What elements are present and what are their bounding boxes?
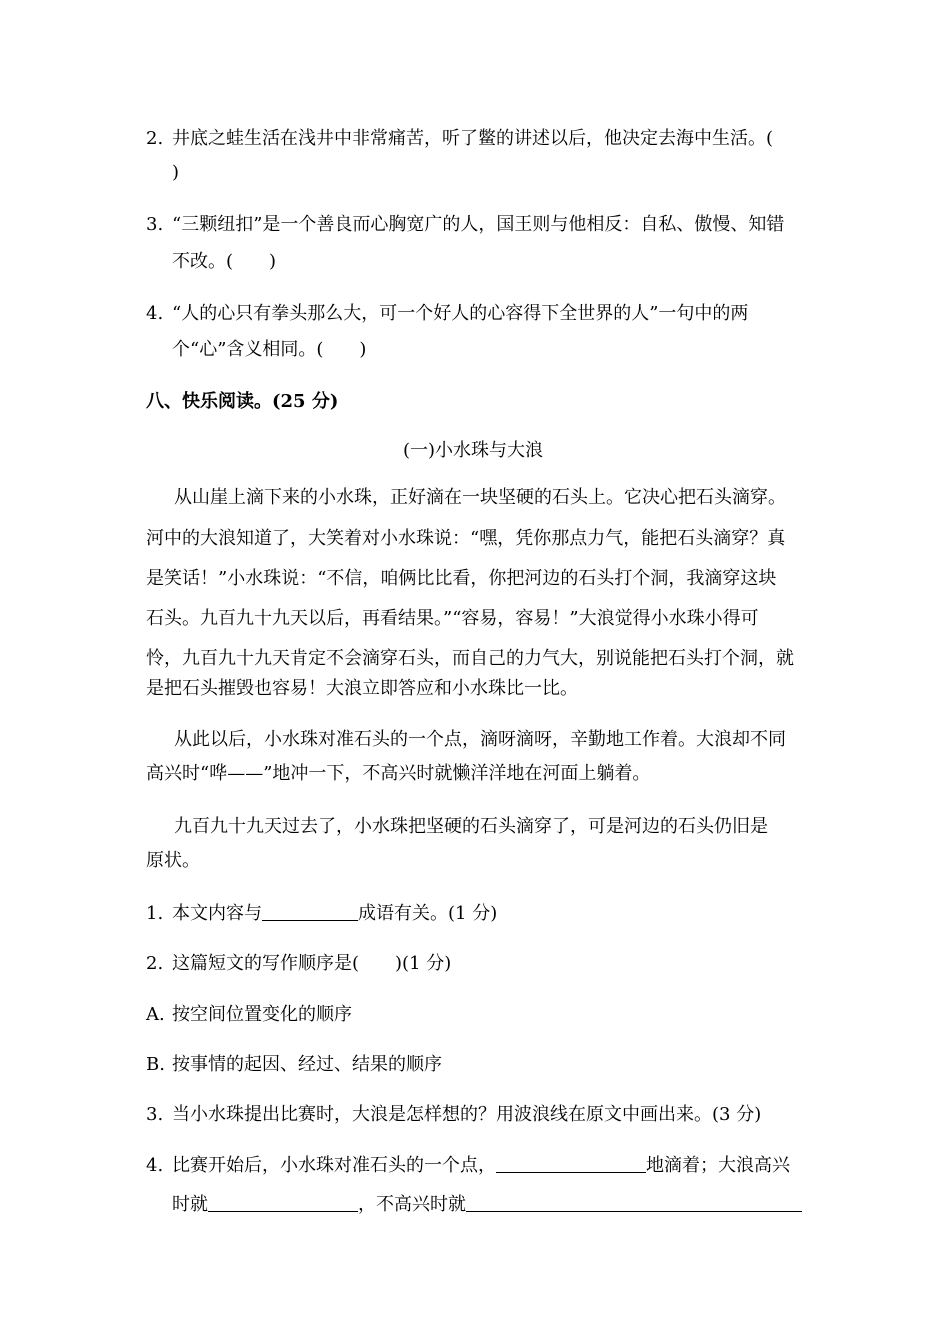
option-text: 按事情的起因、经过、结果的顺序 (172, 1054, 442, 1075)
question-text: 本文内容与 (172, 903, 262, 924)
answer-blank[interactable] (466, 1193, 802, 1212)
question-4-line1 (146, 302, 748, 326)
reading-question-3 (146, 1103, 761, 1127)
question-number: 3. (146, 214, 164, 235)
passage-p2-line: 高兴时“哗——”地冲一下，不高兴时就懒洋洋地在河面上躺着。 (146, 763, 651, 784)
option-text: 按空间位置变化的顺序 (172, 1004, 352, 1025)
answer-blank[interactable] (262, 902, 358, 921)
question-text: 井底之蛙生活在浅井中非常痛苦，听了鳖的讲述以后，他决定去海中生活。( (172, 128, 774, 149)
question-text: ，不高兴时就 (358, 1194, 466, 1215)
option-letter: A. (146, 1004, 165, 1025)
question-number: 3. (146, 1104, 164, 1125)
question-3-line1 (146, 213, 784, 237)
question-text: 地滴着；大浪高兴 (646, 1155, 790, 1176)
question-text: 时就 (172, 1194, 208, 1215)
reading-question-4-line2 (172, 1193, 802, 1217)
passage-p1-line: 是笑话！”小水珠说：“不信，咱俩比比看，你把河边的石头打个洞，我滴穿这块 (146, 568, 777, 589)
question-text: 比赛开始后，小水珠对准石头的一个点， (172, 1155, 496, 1176)
answer-blank[interactable] (496, 1154, 646, 1173)
question-number: 1. (146, 903, 164, 924)
question-text: 当小水珠提出比赛时，大浪是怎样想的？用波浪线在原文中画出来。(3 分) (172, 1104, 762, 1125)
question-text: 成语有关。(1 分) (358, 903, 498, 924)
passage-p1-line: 从山崖上滴下来的小水珠，正好滴在一块坚硬的石头上。它决心把石头滴穿。 (174, 487, 786, 508)
question-number: 2. (146, 953, 164, 974)
option-b (146, 1053, 442, 1077)
question-2-line2: ) (172, 162, 180, 183)
question-3-line2: 不改。( ) (172, 251, 277, 272)
question-2-line1 (146, 127, 773, 151)
passage-p3-line: 原状。 (146, 850, 200, 871)
question-number: 2. (146, 128, 164, 149)
passage-p1-line: 是把石头摧毁也容易！大浪立即答应和小水珠比一比。 (146, 678, 578, 699)
question-number: 4. (146, 1155, 164, 1176)
answer-blank[interactable] (208, 1193, 358, 1212)
section-heading: 八、快乐阅读。(25 分) (146, 391, 339, 412)
option-a (146, 1003, 352, 1027)
reading-question-4-line1 (146, 1154, 790, 1178)
question-text: 这篇短文的写作顺序是( )(1 分) (172, 953, 452, 974)
passage-p1-line: 河中的大浪知道了，大笑着对小水珠说：“嘿，凭你那点力气，能把石头滴穿？真 (146, 528, 786, 549)
question-number: 4. (146, 303, 164, 324)
passage-p3-line: 九百九十九天过去了，小水珠把坚硬的石头滴穿了，可是河边的石头仍旧是 (174, 816, 768, 837)
question-4-line2: 个“心”含义相同。( ) (172, 339, 367, 360)
option-letter: B. (146, 1054, 165, 1075)
question-text: “人的心只有拳头那么大，可一个好人的心容得下全世界的人”一句中的两 (172, 303, 749, 324)
question-text: “三颗纽扣”是一个善良而心胸宽广的人，国王则与他相反：自私、傲慢、知错 (172, 214, 785, 235)
passage-title: (一)小水珠与大浪 (403, 440, 544, 461)
passage-p1-line: 怜，九百九十九天肯定不会滴穿石头，而自己的力气大，别说能把石头打个洞，就 (146, 648, 794, 669)
reading-question-2 (146, 952, 451, 976)
passage-p1-line: 石头。九百九十九天以后，再看结果。”“容易，容易！”大浪觉得小水珠小得可 (146, 608, 759, 629)
passage-p2-line: 从此以后，小水珠对准石头的一个点，滴呀滴呀，辛勤地工作着。大浪却不同 (174, 729, 786, 750)
reading-question-1 (146, 902, 497, 926)
